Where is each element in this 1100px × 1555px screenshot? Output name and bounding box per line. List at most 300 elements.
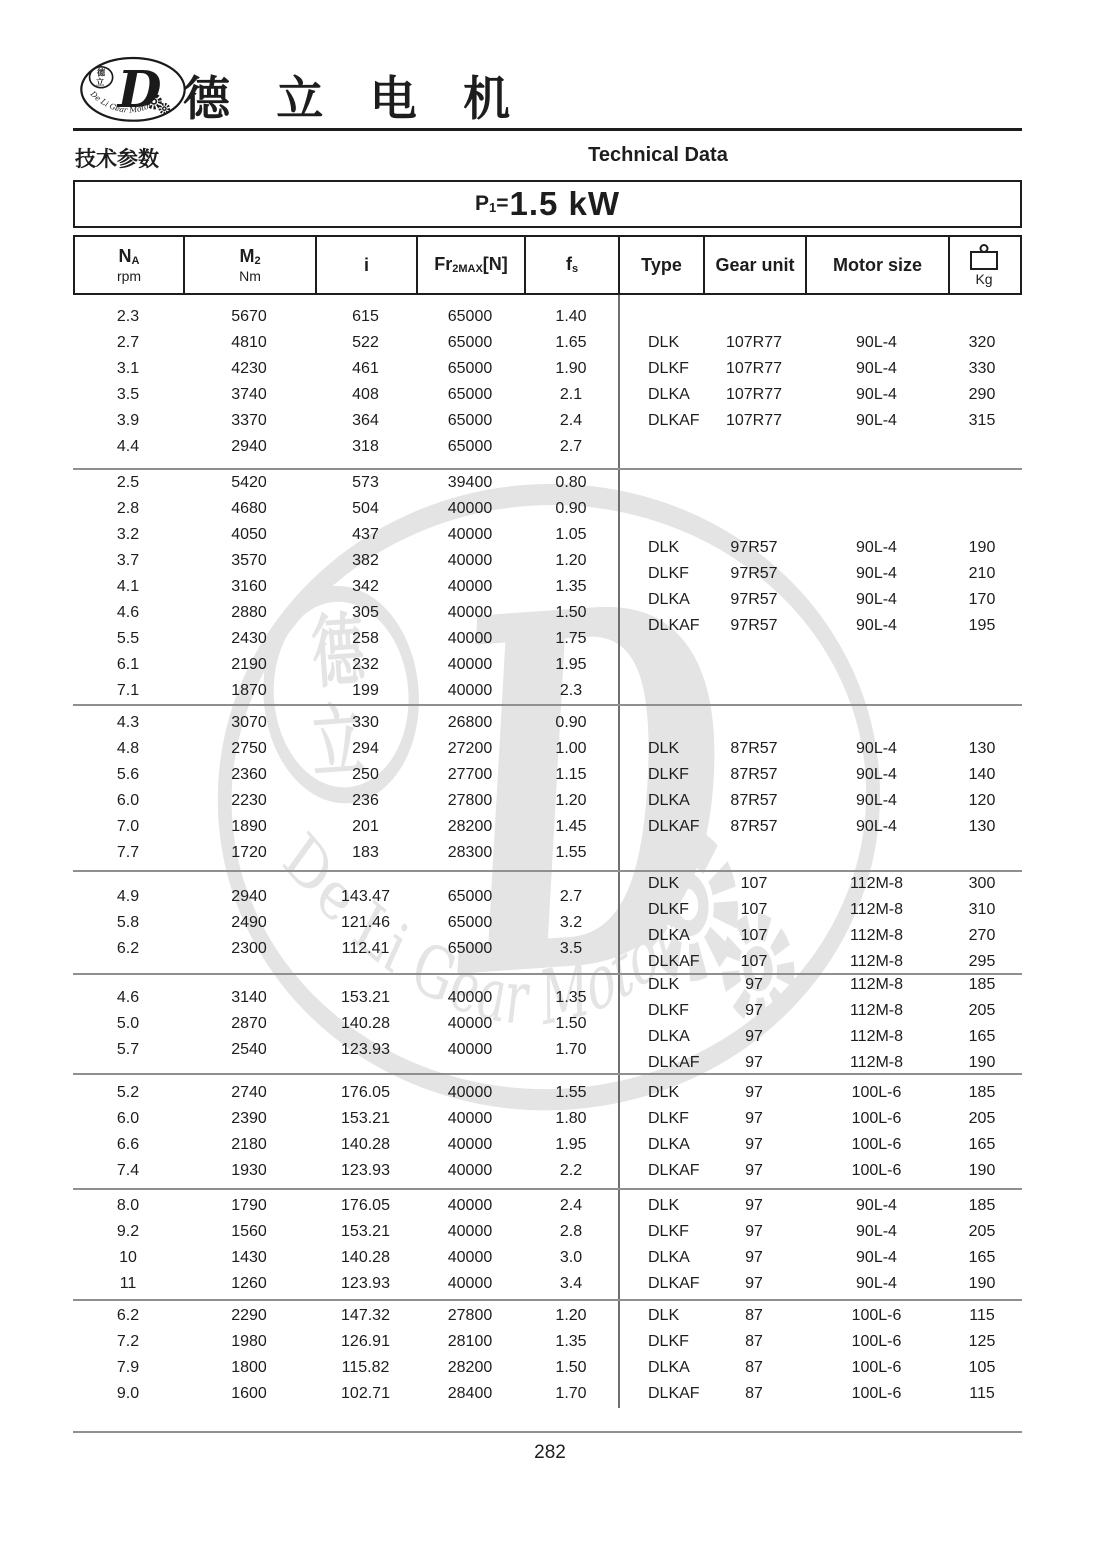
- weight-cell: 105: [968, 1358, 996, 1376]
- fs-cell: 1.70: [555, 1384, 587, 1402]
- i-cell: 258: [352, 630, 379, 647]
- data-row: [73, 1037, 618, 1063]
- data-row: [73, 710, 618, 736]
- na-cell: 6.2: [116, 939, 140, 957]
- motor-size-cell: 100L-6: [851, 1384, 902, 1402]
- model-row: [620, 561, 1020, 587]
- na-cell: 4.1: [116, 578, 140, 595]
- i-cell: 140.28: [341, 1015, 390, 1032]
- na-cell: 2.3: [116, 307, 140, 325]
- fs-cell: 1.80: [555, 1109, 587, 1127]
- model-row: [620, 1329, 1020, 1355]
- gear-unit-cell: 97: [745, 1135, 763, 1153]
- data-row: [73, 1329, 618, 1355]
- data-row: [73, 600, 618, 626]
- na-cell: 7.0: [116, 818, 140, 835]
- data-row: [73, 1245, 618, 1271]
- fs-cell: 0.90: [555, 714, 587, 731]
- fr2max-cell: 40000: [447, 989, 493, 1006]
- gear-unit-cell: 97: [745, 1109, 763, 1127]
- motor-size-cell: 90L-4: [856, 818, 897, 835]
- weight-cell: 190: [968, 1274, 996, 1292]
- m2-cell: 2740: [231, 1083, 267, 1101]
- model-row: [620, 1132, 1020, 1158]
- m2-cell: 1930: [231, 1161, 267, 1179]
- motor-size-cell: 90L-4: [856, 766, 897, 783]
- m2-cell: 2180: [231, 1135, 267, 1153]
- motor-size-cell: 90L-4: [856, 411, 897, 429]
- fs-cell: 1.75: [555, 630, 587, 647]
- model-row: [620, 613, 1020, 639]
- weight-cell: 290: [968, 385, 996, 403]
- section-ratings: [73, 1190, 618, 1299]
- m2-cell: 2430: [231, 630, 267, 647]
- m2-cell: 2940: [231, 887, 267, 905]
- fr2max-cell: 40000: [447, 526, 493, 543]
- fr2max-cell: 40000: [447, 1109, 493, 1127]
- weight-cell: 315: [968, 411, 996, 429]
- type-cell: DLK: [648, 740, 680, 757]
- motor-size-cell: 100L-6: [851, 1083, 902, 1101]
- m2-cell: 1720: [231, 844, 267, 861]
- fs-cell: 1.35: [555, 1332, 587, 1350]
- col-header-m2: $M_2$ Nm: [185, 237, 317, 293]
- na-cell: 3.2: [116, 526, 140, 543]
- weight-cell: 115: [969, 1384, 995, 1402]
- weight-cell: 140: [968, 766, 996, 783]
- m2-cell: 4050: [231, 526, 267, 543]
- na-cell: 6.6: [116, 1135, 140, 1153]
- m2-cell: 3070: [231, 714, 267, 731]
- data-row: [73, 1080, 618, 1106]
- fs-cell: 0.90: [555, 500, 587, 517]
- weight-cell: 210: [968, 565, 996, 582]
- i-cell: 504: [352, 500, 379, 517]
- i-cell: 522: [352, 333, 379, 351]
- data-row: [73, 548, 618, 574]
- fs-cell: 1.50: [555, 1358, 587, 1376]
- type-cell: DLKAF: [648, 1274, 700, 1292]
- section-models: [618, 1190, 1020, 1299]
- weight-cell: 185: [968, 976, 996, 993]
- section-models: [618, 1301, 1020, 1408]
- col-header-fr2max: $Fr_{2MAX}[N]$: [418, 237, 526, 293]
- col-header-fs: $f_s$: [526, 237, 620, 293]
- i-cell: 408: [352, 385, 379, 403]
- motor-size-cell: 100L-6: [851, 1161, 902, 1179]
- data-row: [73, 408, 618, 434]
- motor-size-cell: 112M-8: [849, 1054, 904, 1071]
- i-cell: 294: [352, 740, 379, 757]
- fr2max-cell: 40000: [447, 1041, 493, 1058]
- m2-cell: 2540: [231, 1041, 267, 1058]
- gear-unit-cell: 97: [745, 1002, 763, 1019]
- fr2max-cell: 65000: [447, 333, 493, 351]
- i-cell: 176.05: [341, 1196, 390, 1214]
- fs-cell: 1.35: [555, 578, 587, 595]
- fr2max-cell: 40000: [447, 578, 493, 595]
- fs-cell: 2.1: [559, 385, 583, 403]
- motor-size-cell: 90L-4: [856, 333, 897, 351]
- i-cell: 342: [352, 578, 379, 595]
- fr2max-cell: 40000: [447, 682, 493, 699]
- motor-size-cell: 90L-4: [856, 591, 897, 608]
- type-cell: DLKF: [648, 359, 689, 377]
- m2-cell: 2750: [231, 740, 267, 757]
- data-row: [73, 840, 618, 866]
- model-row: [620, 1158, 1020, 1184]
- fs-cell: 2.7: [559, 887, 583, 905]
- type-cell: DLK: [648, 976, 680, 993]
- gear-unit-cell: 97: [745, 1054, 763, 1071]
- type-cell: DLKA: [648, 926, 690, 944]
- gear-unit-cell: 107R77: [725, 333, 783, 351]
- weight-cell: 165: [968, 1028, 996, 1045]
- model-row: [620, 1355, 1020, 1381]
- model-row: [620, 972, 1020, 998]
- section-ratings: [73, 872, 618, 973]
- type-cell: DLKA: [648, 591, 690, 608]
- na-cell: 7.4: [116, 1161, 140, 1179]
- fs-cell: 1.90: [555, 359, 587, 377]
- gear-unit-cell: 97: [745, 1161, 763, 1179]
- weight-cell: 165: [968, 1248, 996, 1266]
- na-cell: 4.3: [116, 714, 140, 731]
- model-row: [620, 1381, 1020, 1407]
- type-cell: DLKF: [648, 1332, 689, 1350]
- power-value: 1.5 kW: [509, 185, 621, 222]
- fs-cell: 1.20: [555, 552, 587, 569]
- m2-cell: 2230: [231, 792, 267, 809]
- weight-cell: 185: [968, 1196, 996, 1214]
- i-cell: 140.28: [341, 1248, 390, 1266]
- fs-cell: 2.3: [559, 682, 583, 699]
- fr2max-cell: 65000: [447, 913, 493, 931]
- type-cell: DLKF: [648, 565, 689, 582]
- data-row: [73, 788, 618, 814]
- fr2max-cell: 65000: [447, 887, 493, 905]
- m2-cell: 3740: [231, 385, 267, 403]
- section-ratings: [73, 1075, 618, 1188]
- data-row: [73, 985, 618, 1011]
- fs-cell: 1.55: [555, 1083, 587, 1101]
- na-cell: 6.0: [116, 1109, 140, 1127]
- section-models: [618, 295, 1020, 468]
- weight-cell: 125: [968, 1332, 996, 1350]
- na-cell: 4.6: [116, 604, 140, 621]
- m2-cell: 1600: [231, 1384, 267, 1402]
- na-cell: 3.7: [116, 552, 140, 569]
- weight-cell: 190: [968, 1054, 996, 1071]
- m2-cell: 3140: [231, 989, 267, 1006]
- table-sections: [73, 295, 1022, 1408]
- section-models: [618, 1075, 1020, 1188]
- weight-cell: 300: [968, 874, 996, 892]
- i-cell: 112.41: [341, 939, 390, 957]
- fs-cell: 1.20: [555, 1306, 587, 1324]
- type-cell: DLKA: [648, 1028, 690, 1045]
- data-row: [73, 910, 618, 936]
- i-cell: 250: [352, 766, 379, 783]
- type-cell: DLKAF: [648, 1161, 700, 1179]
- i-cell: 123.93: [341, 1274, 390, 1292]
- fs-cell: 1.35: [555, 989, 587, 1006]
- na-cell: 9.2: [116, 1222, 140, 1240]
- gear-unit-cell: 97R57: [730, 617, 778, 634]
- na-cell: 11: [119, 1274, 137, 1292]
- i-cell: 305: [352, 604, 379, 621]
- data-row: [73, 496, 618, 522]
- m2-cell: 2190: [231, 656, 267, 673]
- data-row: [73, 522, 618, 548]
- motor-size-cell: 112M-8: [849, 1002, 904, 1019]
- na-cell: 7.2: [116, 1332, 140, 1350]
- motor-size-cell: 100L-6: [851, 1358, 902, 1376]
- data-row: [73, 652, 618, 678]
- weight-cell: 120: [968, 792, 996, 809]
- data-row: [73, 1271, 618, 1297]
- motor-size-cell: 100L-6: [851, 1135, 902, 1153]
- fr2max-cell: 65000: [447, 939, 493, 957]
- type-cell: DLKAF: [648, 617, 700, 634]
- i-cell: 573: [352, 474, 379, 491]
- na-cell: 5.8: [116, 913, 140, 931]
- motor-size-cell: 112M-8: [849, 1028, 904, 1045]
- type-cell: DLKF: [648, 766, 689, 783]
- fs-cell: 3.0: [559, 1248, 583, 1266]
- col-header-na: $N_A$ rpm: [75, 237, 185, 293]
- motor-size-cell: 90L-4: [856, 565, 897, 582]
- data-row: [73, 1011, 618, 1037]
- model-row: [620, 1024, 1020, 1050]
- weight-cell: 185: [968, 1083, 996, 1101]
- fs-cell: 1.95: [555, 1135, 587, 1153]
- type-cell: DLKAF: [648, 1054, 700, 1071]
- type-cell: DLK: [648, 874, 680, 892]
- data-row: [73, 626, 618, 652]
- na-cell: 6.1: [116, 656, 140, 673]
- i-cell: 232: [352, 656, 379, 673]
- section-ratings: [73, 295, 618, 468]
- na-cell: 9.0: [116, 1384, 140, 1402]
- motor-size-cell: 112M-8: [849, 900, 904, 918]
- weight-cell: 190: [968, 1161, 996, 1179]
- motor-size-cell: 90L-4: [856, 1222, 897, 1240]
- m2-cell: 2360: [231, 766, 267, 783]
- i-cell: 318: [352, 437, 379, 455]
- data-row: [73, 1158, 618, 1184]
- model-row: [620, 949, 1020, 975]
- weight-cell: 270: [968, 926, 996, 944]
- model-row: [620, 897, 1020, 923]
- gear-unit-cell: 87R57: [730, 766, 778, 783]
- gear-unit-cell: 87R57: [730, 740, 778, 757]
- table-section: [73, 1299, 1022, 1408]
- weight-cell: 320: [968, 333, 996, 351]
- na-cell: 3.1: [116, 359, 140, 377]
- na-cell: 4.4: [116, 437, 140, 455]
- fs-cell: 1.15: [555, 766, 587, 783]
- brand-logo-icon: [78, 54, 188, 128]
- weight-cell: 115: [969, 1306, 995, 1324]
- motor-size-cell: 112M-8: [849, 976, 904, 993]
- fs-cell: 2.2: [559, 1161, 583, 1179]
- m2-cell: 2490: [231, 913, 267, 931]
- m2-cell: 1790: [231, 1196, 267, 1214]
- type-cell: DLKF: [648, 1002, 689, 1019]
- m2-cell: 2870: [231, 1015, 267, 1032]
- motor-size-cell: 100L-6: [851, 1332, 902, 1350]
- section-ratings: [73, 470, 618, 704]
- weight-cell: 310: [968, 900, 996, 918]
- type-cell: DLKA: [648, 1358, 690, 1376]
- fr2max-cell: 65000: [447, 437, 493, 455]
- i-cell: 153.21: [341, 989, 390, 1006]
- na-cell: 2.8: [116, 500, 140, 517]
- type-cell: DLKAF: [648, 952, 700, 970]
- type-cell: DLKA: [648, 792, 690, 809]
- i-cell: 102.71: [341, 1384, 390, 1402]
- gear-unit-cell: 97: [745, 1274, 763, 1292]
- na-cell: 4.6: [116, 989, 140, 1006]
- page-title-cn: 技术参数: [75, 148, 159, 171]
- data-row: [73, 936, 618, 962]
- fr2max-cell: 39400: [447, 474, 493, 491]
- fs-cell: 3.4: [559, 1274, 583, 1292]
- m2-cell: 1260: [231, 1274, 267, 1292]
- model-row: [620, 998, 1020, 1024]
- type-cell: DLK: [648, 539, 680, 556]
- na-cell: 5.5: [116, 630, 140, 647]
- m2-cell: 4680: [231, 500, 267, 517]
- fr2max-cell: 28300: [447, 844, 493, 861]
- weight-cell: 295: [968, 952, 996, 970]
- na-cell: 5.2: [116, 1083, 140, 1101]
- i-cell: 123.93: [341, 1161, 390, 1179]
- fr2max-cell: 40000: [447, 1135, 493, 1153]
- fs-cell: 1.00: [555, 740, 587, 757]
- type-cell: DLKF: [648, 1222, 689, 1240]
- motor-size-cell: 90L-4: [856, 539, 897, 556]
- section-models: [618, 872, 1020, 973]
- fr2max-cell: 27800: [447, 792, 493, 809]
- table-section: [73, 295, 1022, 468]
- data-row: [73, 762, 618, 788]
- data-row: [73, 678, 618, 704]
- model-row: [620, 587, 1020, 613]
- m2-cell: 5420: [231, 474, 267, 491]
- gear-unit-cell: 107: [740, 900, 768, 918]
- motor-size-cell: 112M-8: [849, 952, 904, 970]
- model-row: [620, 1303, 1020, 1329]
- type-cell: DLK: [648, 1306, 680, 1324]
- gear-unit-cell: 87R57: [730, 792, 778, 809]
- gear-unit-cell: 107R77: [725, 411, 783, 429]
- model-row: [620, 736, 1020, 762]
- data-row: [73, 1106, 618, 1132]
- na-cell: 7.1: [116, 682, 140, 699]
- fs-cell: 1.65: [555, 333, 587, 351]
- footer-divider: [73, 1431, 1022, 1433]
- motor-size-cell: 112M-8: [849, 874, 904, 892]
- data-row: [73, 1132, 618, 1158]
- fr2max-cell: 40000: [447, 656, 493, 673]
- page-title-en: Technical Data: [588, 144, 728, 166]
- gear-unit-cell: 97R57: [730, 539, 778, 556]
- fr2max-cell: 40000: [447, 1015, 493, 1032]
- fr2max-cell: 40000: [447, 1083, 493, 1101]
- i-cell: 147.32: [341, 1306, 390, 1324]
- motor-size-cell: 90L-4: [856, 1274, 897, 1292]
- motor-size-cell: 90L-4: [856, 1196, 897, 1214]
- gear-unit-cell: 87: [745, 1358, 763, 1376]
- fr2max-cell: 40000: [447, 1222, 493, 1240]
- type-cell: DLKAF: [648, 1384, 700, 1402]
- fs-cell: 3.5: [559, 939, 583, 957]
- fs-cell: 2.4: [559, 411, 583, 429]
- power-label: $P_1=$: [474, 192, 509, 215]
- model-row: [620, 788, 1020, 814]
- fr2max-cell: 40000: [447, 1274, 493, 1292]
- i-cell: 330: [352, 714, 379, 731]
- gear-unit-cell: 97: [745, 976, 763, 993]
- fr2max-cell: 65000: [447, 385, 493, 403]
- fs-cell: 1.50: [555, 604, 587, 621]
- na-cell: 7.9: [116, 1358, 140, 1376]
- na-cell: 5.7: [116, 1041, 140, 1058]
- fs-cell: 1.95: [555, 656, 587, 673]
- weight-cell: 130: [968, 740, 996, 757]
- weight-icon: [970, 251, 998, 270]
- i-cell: 140.28: [341, 1135, 390, 1153]
- motor-size-cell: 90L-4: [856, 385, 897, 403]
- fr2max-cell: 40000: [447, 552, 493, 569]
- model-row: [620, 356, 1020, 382]
- na-cell: 8.0: [116, 1196, 140, 1214]
- fr2max-cell: 65000: [447, 307, 493, 325]
- gear-unit-cell: 107R77: [725, 359, 783, 377]
- i-cell: 236: [352, 792, 379, 809]
- type-cell: DLKF: [648, 900, 689, 918]
- fr2max-cell: 27200: [447, 740, 493, 757]
- col-header-type: Type: [620, 237, 705, 293]
- gear-unit-cell: 97: [745, 1196, 763, 1214]
- page-number: 282: [534, 1442, 566, 1463]
- motor-size-cell: 100L-6: [851, 1109, 902, 1127]
- i-cell: 176.05: [341, 1083, 390, 1101]
- i-cell: 382: [352, 552, 379, 569]
- motor-size-cell: 90L-4: [856, 792, 897, 809]
- table-section: [73, 973, 1022, 1073]
- type-cell: DLKA: [648, 1248, 690, 1266]
- data-row: [73, 884, 618, 910]
- table-section: [73, 870, 1022, 973]
- i-cell: 123.93: [341, 1041, 390, 1058]
- fr2max-cell: 28200: [447, 1358, 493, 1376]
- data-row: [73, 304, 618, 330]
- model-row: [620, 814, 1020, 840]
- brand-name: 德 立 电 机: [183, 72, 526, 127]
- na-cell: 7.7: [116, 844, 140, 861]
- data-row: [73, 1193, 618, 1219]
- i-cell: 153.21: [341, 1109, 390, 1127]
- fs-cell: 1.50: [555, 1015, 587, 1032]
- type-cell: DLKA: [648, 385, 690, 403]
- na-cell: 2.7: [116, 333, 140, 351]
- fs-cell: 1.55: [555, 844, 587, 861]
- m2-cell: 1980: [231, 1332, 267, 1350]
- table-section: [73, 704, 1022, 870]
